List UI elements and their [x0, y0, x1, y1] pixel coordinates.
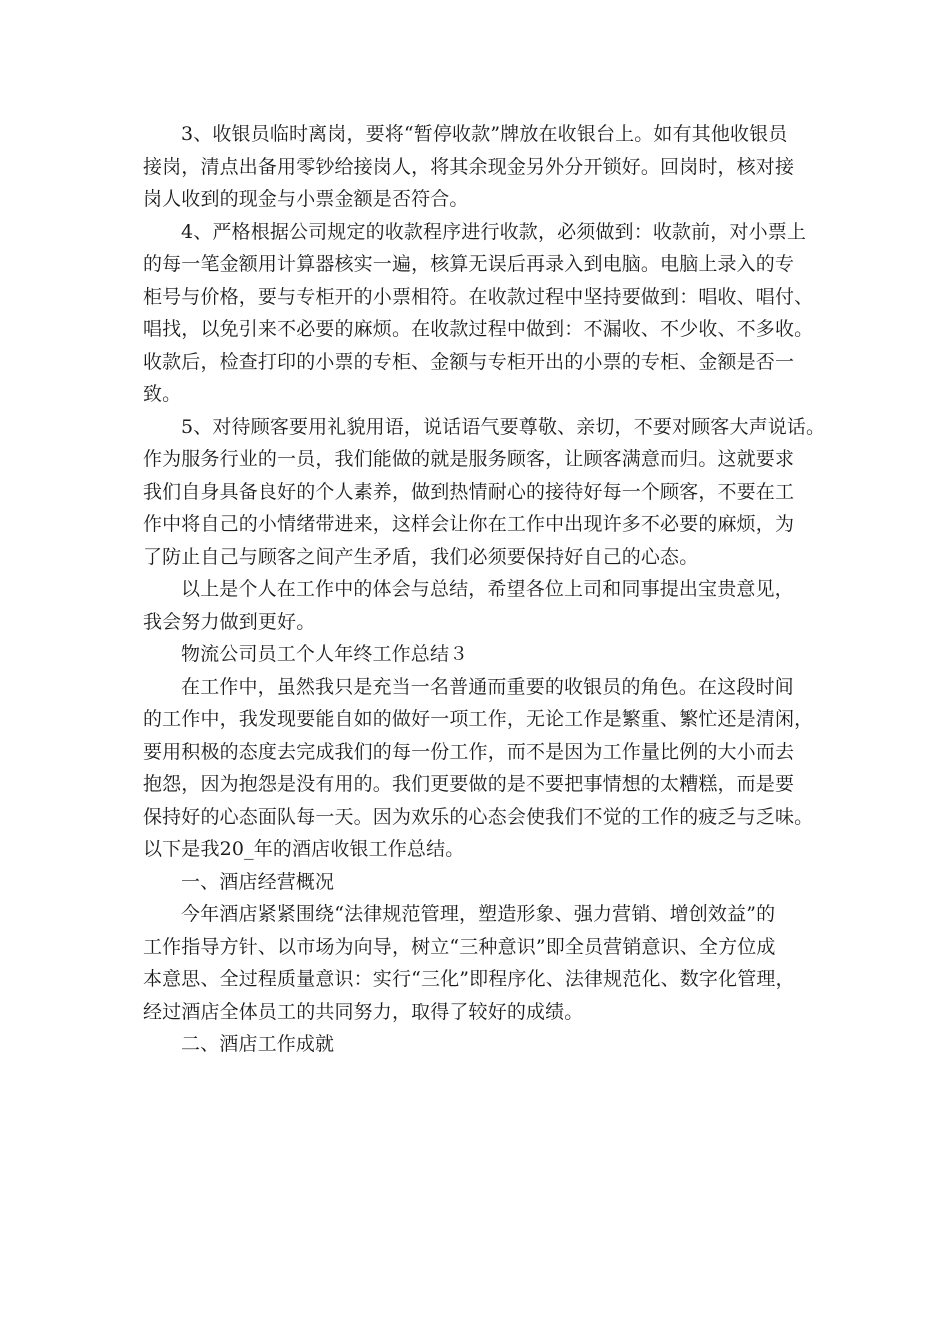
- paragraph-line: 作中将自己的小情绪带进来，这样会让你在工作中出现许多不必要的麻烦，为: [143, 513, 795, 535]
- paragraph-first-line: 今年酒店紧紧围绕“法律规范管理，塑造形象、强力营销、增创效益”的: [181, 903, 776, 925]
- paragraph-line: 致。: [143, 383, 182, 405]
- paragraph-line: 抱怨，因为抱怨是没有用的。我们更要做的是不要把事情想的太糟糕，而是要: [143, 773, 795, 795]
- paragraph-line: 的每一笔金额用计算器核实一遍，核算无误后再录入到电脑。电脑上录入的专: [143, 253, 795, 275]
- paragraph-line: 柜号与价格，要与专柜开的小票相符。在收款过程中坚持要做到：唱收、唱付、: [143, 285, 814, 308]
- paragraph-line: 岗人收到的现金与小票金额是否符合。: [143, 188, 469, 210]
- paragraph-first-line: 在工作中，虽然我只是充当一名普通而重要的收银员的角色。在这段时间: [181, 675, 794, 698]
- paragraph-line: 工作指导方针、以市场为向导，树立“三种意识”即全员营销意识、全方位成: [143, 935, 776, 958]
- paragraph-line: 了防止自己与顾客之间产生矛盾，我们必须要保持好自己的心态。: [143, 545, 699, 568]
- paragraph-line: 收款后，检查打印的小票的专柜、金额与专柜开出的小票的专柜、金额是否一: [143, 350, 795, 373]
- paragraph-first-line: 4、严格根据公司规定的收款程序进行收款，必须做到：收款前，对小票上: [181, 220, 807, 243]
- paragraph-line: 作为服务行业的一员，我们能做的就是服务顾客，让顾客满意而归。这就要求: [143, 448, 795, 470]
- paragraph-first-line: 物流公司员工个人年终工作总结３: [181, 643, 469, 665]
- paragraph-line: 唱找，以免引来不必要的麻烦。在收款过程中做到：不漏收、不少收、不多收。: [143, 318, 814, 340]
- paragraph-line: 接岗，清点出备用零钞给接岗人，将其余现金另外分开锁好。回岗时，核对接: [143, 155, 795, 178]
- paragraph-line: 以下是我20_年的酒店收银工作总结。: [143, 838, 465, 860]
- paragraph-first-line: 5、对待顾客要用礼貌用语，说话语气要尊敬、亲切，不要对顾客大声说话。: [181, 415, 826, 438]
- paragraph-line: 的工作中，我发现要能自如的做好一项工作，无论工作是繁重、繁忙还是清闲，: [143, 708, 814, 730]
- paragraph-first-line: 以上是个人在工作中的体会与总结，希望各位上司和同事提出宝贵意见，: [181, 578, 794, 600]
- paragraph-line: 保持好的心态面队每一天。因为欢乐的心态会使我们不觉的工作的疲乏与乏味。: [143, 805, 814, 828]
- paragraph-first-line: 3、收银员临时离岗，要将“暂停收款”牌放在收银台上。如有其他收银员: [181, 123, 788, 145]
- paragraph-line: 本意思、全过程质量意识：实行“三化”即程序化、法律规范化、数字化管理，: [143, 968, 795, 990]
- paragraph-line: 经过酒店全体员工的共同努力，取得了较好的成绩。: [143, 1000, 584, 1023]
- paragraph-line: 要用积极的态度去完成我们的每一份工作，而不是因为工作量比例的大小而去: [143, 740, 795, 763]
- document-body: [143, 118, 826, 1061]
- paragraph-first-line: 二、酒店工作成就: [181, 1033, 335, 1055]
- paragraph-line: 我们自身具备良好的个人素养，做到热情耐心的接待好每一个顾客，不要在工: [143, 480, 795, 503]
- paragraph-line: 我会努力做到更好。: [143, 610, 316, 633]
- paragraph-first-line: 一、酒店经营概况: [181, 870, 335, 893]
